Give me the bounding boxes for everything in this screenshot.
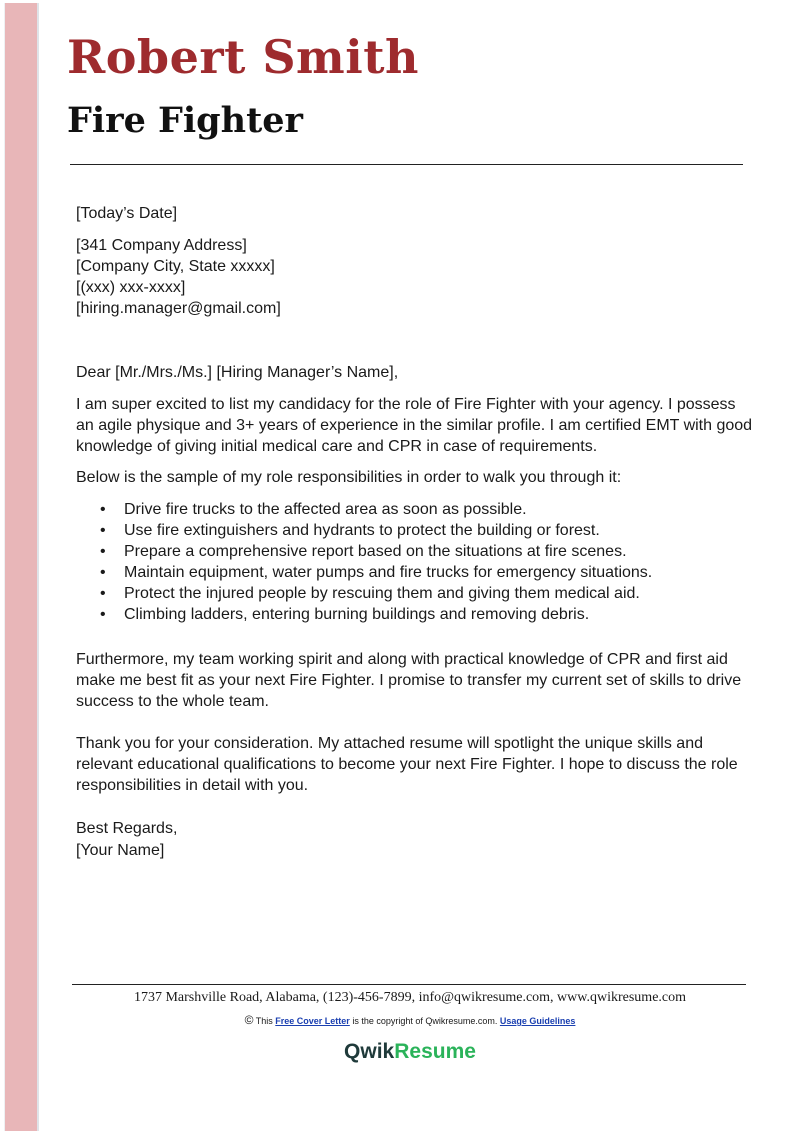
recipient-line: [341 Company Address] <box>76 237 247 254</box>
recipient-line: [(xxx) xxx-xxxx] <box>76 279 186 296</box>
recipient-block <box>76 235 756 319</box>
list-item <box>76 604 756 625</box>
list-item-text: Prepare a comprehensive report based on the situations at fire scenes. <box>124 543 627 560</box>
bullet-icon: • <box>100 564 106 581</box>
applicant-name: Robert Smith <box>67 30 419 84</box>
responsibilities-list <box>76 499 756 625</box>
bullet-icon: • <box>100 606 106 623</box>
list-item <box>76 499 756 520</box>
list-item <box>76 541 756 562</box>
list-intro: Below is the sample of my role responsibilities in order to walk you through it: <box>76 469 622 486</box>
footer-divider <box>72 984 746 985</box>
qwikresume-logo <box>0 1040 800 1064</box>
list-item <box>76 520 756 541</box>
free-cover-letter-link[interactable]: Free Cover Letter <box>275 1016 350 1026</box>
bullet-icon: • <box>100 585 106 602</box>
job-title: Fire Fighter <box>67 100 303 141</box>
paragraph-2: Furthermore, my team working spirit and along with practical knowledge of CPR and first aid make me best fit as your next Fire Fighter. I promise to transfer my current set of skills to drive success to the whole team. <box>76 651 742 710</box>
date: [Today’s Date] <box>76 205 178 222</box>
recipient-line: [Company City, State xxxxx] <box>76 258 275 275</box>
copyright-text: is the copyright of Qwikresume.com. <box>352 1016 498 1026</box>
list-item <box>76 562 756 583</box>
list-item-text: Drive fire trucks to the affected area as soon as possible. <box>124 501 527 518</box>
footer-address: 1737 Marshville Road, Alabama, (123)-456-7899, info@qwikresume.com, www.qwikresume.com <box>133 990 687 1005</box>
bullet-icon: • <box>100 522 106 539</box>
copyright-line <box>0 1013 800 1027</box>
side-stripe <box>4 3 39 1131</box>
copyright-text: This <box>255 1016 273 1026</box>
salutation: Dear [Mr./Mrs./Ms.] [Hiring Manager’s Name], <box>76 364 399 381</box>
header-divider <box>70 164 743 165</box>
list-item-text: Use fire extinguishers and hydrants to protect the building or forest. <box>124 522 600 539</box>
list-item-text: Climbing ladders, entering burning buildings and removing debris. <box>124 606 590 623</box>
recipient-line: [hiring.manager@gmail.com] <box>76 300 281 317</box>
bullet-icon: • <box>100 543 106 560</box>
paragraph-3: Thank you for your consideration. My attached resume will spotlight the unique skills and relevant educational qualifications to become your next Fire Fighter. I hope to discuss the role responsibilities in detail with you. <box>76 735 738 794</box>
closing: Best Regards, <box>76 820 178 837</box>
usage-guidelines-link[interactable]: Usage Guidelines <box>499 1016 576 1026</box>
logo-part: Qwik <box>344 1040 395 1063</box>
list-item <box>76 583 756 604</box>
signature: [Your Name] <box>76 842 165 859</box>
list-item-text: Protect the injured people by rescuing them and giving them medical aid. <box>124 585 640 602</box>
paragraph-1: I am super excited to list my candidacy for the role of Fire Fighter with your agency. I possess an agile physique and 3+ years of experience in the similar profile. I am certified EMT with good knowledge of giving initial medical care and CPR in case of requirements. <box>76 396 753 455</box>
list-item-text: Maintain equipment, water pumps and fire trucks for emergency situations. <box>124 564 653 581</box>
logo-part: Resume <box>394 1040 476 1063</box>
copyright-icon: © <box>244 1013 254 1027</box>
bullet-icon: • <box>100 501 106 518</box>
